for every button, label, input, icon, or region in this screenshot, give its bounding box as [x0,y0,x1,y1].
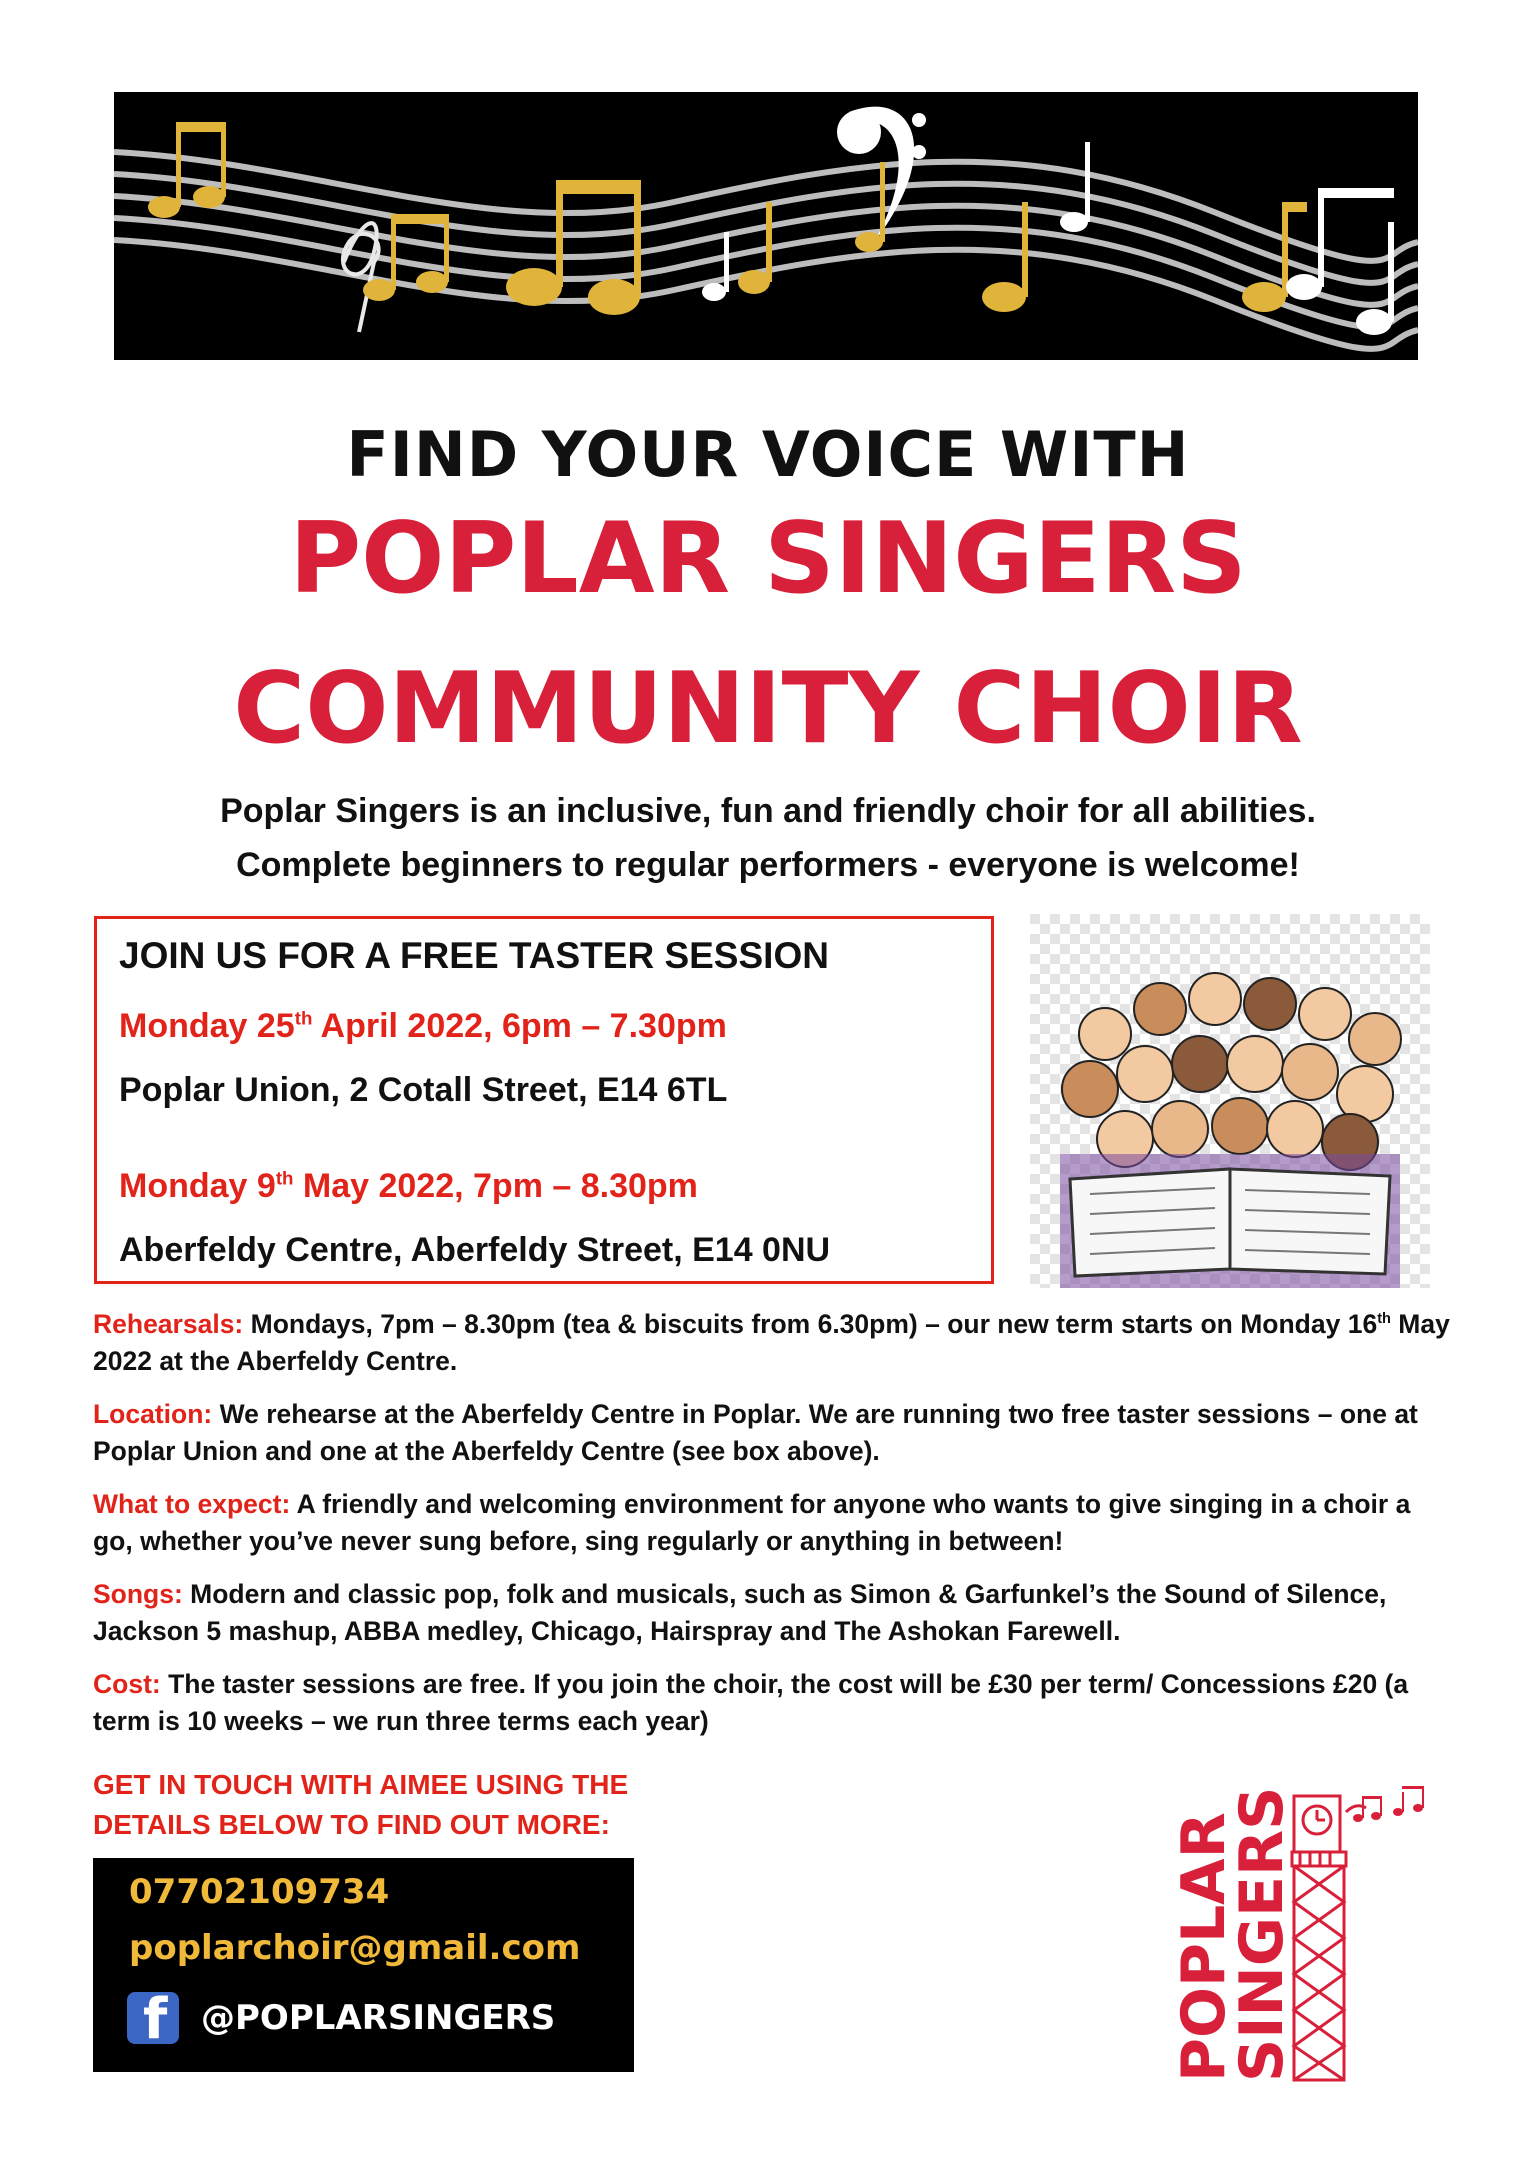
facebook-icon: f [127,1992,179,2044]
session-1-venue: Poplar Union, 2 Cotall Street, E14 6TL [119,1071,728,1109]
info-cost [93,1666,1453,1740]
intro-line-1: Poplar Singers is an inclusive, fun and friendly choir for all abilities. [220,792,1316,830]
info-rehearsals [93,1306,1453,1380]
cta-line-1: GET IN TOUCH WITH AIMEE USING THE [93,1769,629,1800]
session-1-ordinal: th [294,1007,313,1029]
contact-phone[interactable]: 07702109734 [129,1872,390,1912]
info-songs [93,1576,1453,1650]
expect-text: A friendly and welcoming environment for anyone who wants to give singing in a choir a go, whether you’ve never sung before, sing regularly or anything in between! [93,1489,1411,1556]
info-location [93,1396,1453,1470]
facebook-handle: @POPLARSINGERS [201,1998,556,2038]
headline-community-choir: COMMUNITY CHOIR [233,652,1303,766]
session-1-time: April 2022, 6pm – 7.30pm [312,1007,727,1045]
rehearsals-text-1: Mondays, 7pm – 8.30pm (tea & biscuits from 6.30pm) – our new term starts on Monday 16 [243,1309,1378,1339]
session-2-date [119,1167,698,1206]
session-2-ordinal: th [275,1167,294,1189]
music-staff-illustration [114,92,1418,360]
contact-box [93,1858,634,2072]
music-notes-banner [114,92,1418,360]
session-1-date [119,1007,727,1046]
session-2-day: Monday 9 [119,1167,276,1205]
location-label: Location: [93,1399,213,1429]
info-what-to-expect [93,1486,1453,1560]
get-in-touch-callout [93,1765,793,1845]
rehearsals-text-2: May 2022 at the Aberfeldy Centre. [93,1309,1450,1376]
rehearsals-label: Rehearsals: [93,1309,244,1339]
taster-heading: JOIN US FOR A FREE TASTER SESSION [119,935,829,976]
cost-label: Cost: [93,1669,161,1699]
intro-line-2: Complete beginners to regular performers - everyone is welcome! [236,846,1300,884]
session-1-day: Monday 25 [119,1007,295,1045]
taster-session-box [94,916,994,1284]
logo-word-poplar: POPLAR [1169,1812,1239,2082]
contact-facebook[interactable] [127,1987,556,2052]
songs-text: Modern and classic pop, folk and musicals, such as Simon & Garfunkel’s the Sound of Silence, Jackson 5 mashup, ABBA medley, Chicago, Hairspray and The Ashokan Farewell. [93,1579,1387,1646]
cost-text: The taster sessions are free. If you join the choir, the cost will be £30 per term/ Concessions £20 (a term is 10 weeks – we run three terms each year) [93,1669,1409,1736]
location-text: We rehearse at the Aberfeldy Centre in Poplar. We are running two free taster sessions – one at Poplar Union and one at the Aberfeldy Centre (see box above). [93,1399,1418,1466]
headline-find-your-voice: FIND YOUR VOICE WITH [346,418,1190,491]
choir-illustration [1030,914,1430,1288]
logo-word-singers: SINGERS [1227,1786,1297,2082]
cta-line-2: DETAILS BELOW TO FIND OUT MORE: [93,1809,610,1840]
songs-label: Songs: [93,1579,183,1609]
contact-email[interactable]: poplarchoir@gmail.com [129,1928,581,1968]
session-2-time: May 2022, 7pm – 8.30pm [293,1167,698,1205]
headline-poplar-singers: POPLAR SINGERS [289,502,1247,616]
session-2-venue: Aberfeldy Centre, Aberfeldy Street, E14 0NU [119,1231,831,1269]
poplar-singers-logo [1160,1762,1440,2082]
rehearsals-ordinal: th [1377,1311,1391,1328]
expect-label: What to expect: [93,1489,291,1519]
